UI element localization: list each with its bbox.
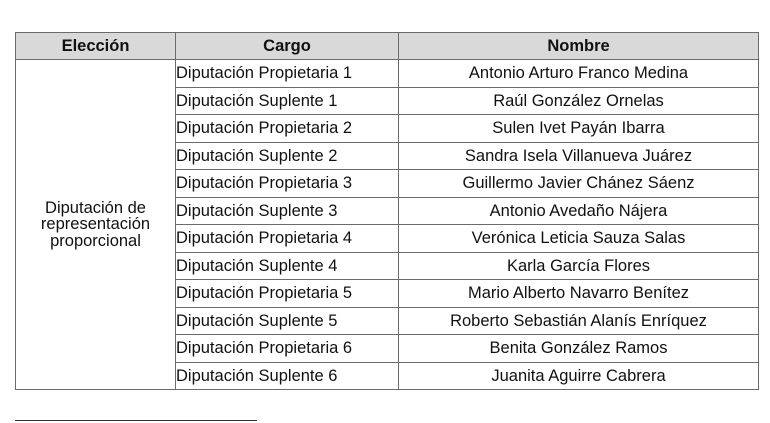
- footnote-separator: [15, 420, 257, 421]
- cargo-cell: Diputación Suplente 1: [176, 87, 399, 115]
- cargo-cell: Diputación Suplente 3: [176, 197, 399, 225]
- nombre-cell: Raúl González Ornelas: [399, 87, 759, 115]
- nombre-cell: Sulen Ivet Payán Ibarra: [399, 115, 759, 143]
- header-eleccion: Elección: [16, 33, 176, 60]
- nombre-cell: Guillermo Javier Chánez Sáenz: [399, 170, 759, 198]
- header-cargo: Cargo: [176, 33, 399, 60]
- nombre-cell: Antonio Arturo Franco Medina: [399, 60, 759, 88]
- eleccion-cell: Diputación de representación proporcional: [16, 60, 176, 390]
- header-row: [16, 33, 759, 60]
- cargo-cell: Diputación Propietaria 5: [176, 280, 399, 308]
- cargo-cell: Diputación Suplente 5: [176, 307, 399, 335]
- cargo-cell: Diputación Propietaria 1: [176, 60, 399, 88]
- nombre-cell: Juanita Aguirre Cabrera: [399, 362, 759, 390]
- header-nombre: Nombre: [399, 33, 759, 60]
- candidates-table: [15, 32, 759, 390]
- nombre-cell: Antonio Avedaño Nájera: [399, 197, 759, 225]
- table-row: [16, 60, 759, 88]
- nombre-cell: Mario Alberto Navarro Benítez: [399, 280, 759, 308]
- cargo-cell: Diputación Propietaria 4: [176, 225, 399, 253]
- cargo-cell: Diputación Propietaria 3: [176, 170, 399, 198]
- cargo-cell: Diputación Propietaria 6: [176, 335, 399, 363]
- cargo-cell: Diputación Propietaria 2: [176, 115, 399, 143]
- cargo-cell: Diputación Suplente 6: [176, 362, 399, 390]
- nombre-cell: Sandra Isela Villanueva Juárez: [399, 142, 759, 170]
- nombre-cell: Verónica Leticia Sauza Salas: [399, 225, 759, 253]
- nombre-cell: Karla García Flores: [399, 252, 759, 280]
- nombre-cell: Roberto Sebastián Alanís Enríquez: [399, 307, 759, 335]
- nombre-cell: Benita González Ramos: [399, 335, 759, 363]
- cargo-cell: Diputación Suplente 4: [176, 252, 399, 280]
- cargo-cell: Diputación Suplente 2: [176, 142, 399, 170]
